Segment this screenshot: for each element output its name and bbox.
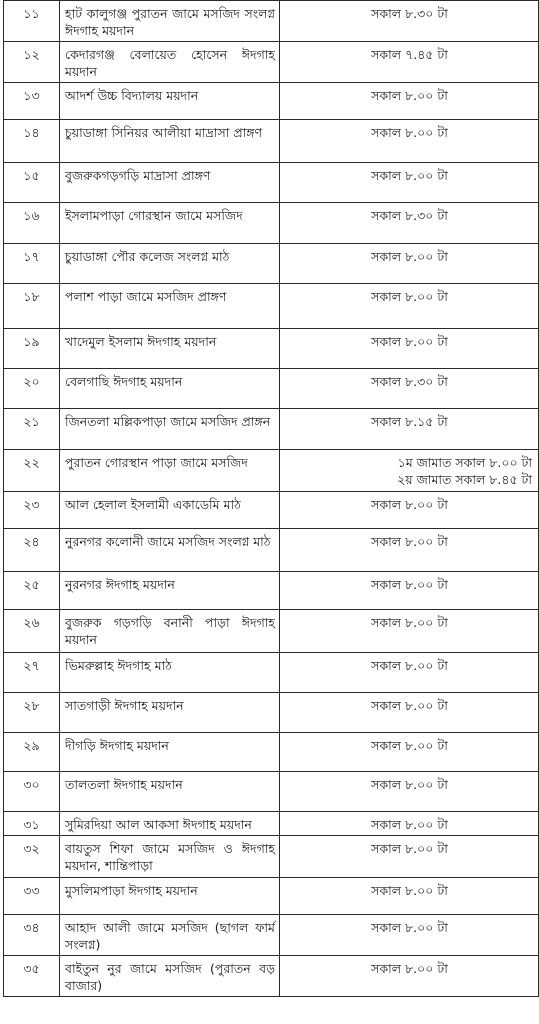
serial-number-cell: ১১ xyxy=(4,1,60,42)
serial-number-cell: ২৮ xyxy=(4,693,60,733)
table-row xyxy=(4,1,539,42)
serial-number-cell: ১৯ xyxy=(4,329,60,369)
serial-number-cell: ১৪ xyxy=(4,120,60,163)
table-row xyxy=(4,653,539,693)
serial-number-cell: ৩০ xyxy=(4,772,60,812)
table-row xyxy=(4,878,539,915)
table-row xyxy=(4,83,539,120)
venue-cell: ভিমরুল্লাহ ঈদগাহ মাঠ xyxy=(60,653,280,693)
table-row xyxy=(4,369,539,409)
jamaat-time-cell xyxy=(280,772,539,812)
venue-cell: নুরনগর কলোনী জামে মসজিদ সংলগ্ন মাঠ xyxy=(60,529,280,572)
jamaat-time-cell xyxy=(280,42,539,83)
table-row xyxy=(4,42,539,83)
serial-number-cell: ১৬ xyxy=(4,203,60,244)
jamaat-time: সকাল ৮.০০ টা xyxy=(371,125,448,140)
venue-cell: মুসলিমপাড়া ঈদগাহ ময়দান xyxy=(60,878,280,915)
serial-number-cell: ১৫ xyxy=(4,163,60,203)
venue-cell: তালতলা ঈদগাহ ময়দান xyxy=(60,772,280,812)
table-row xyxy=(4,284,539,329)
jamaat-time: সকাল ৭.৪৫ টা xyxy=(371,47,448,62)
serial-number-cell: ১৮ xyxy=(4,284,60,329)
jamaat-time: সকাল ৮.১৫ টা xyxy=(371,414,448,429)
serial-number-cell: ২১ xyxy=(4,409,60,450)
jamaat-time-cell xyxy=(280,915,539,956)
jamaat-time: ১ম জামাত সকাল ৮.০০ টা xyxy=(397,455,532,470)
table-row xyxy=(4,492,539,529)
venue-cell: সাতগাড়ী ঈদগাহ ময়দান xyxy=(60,693,280,733)
table-row xyxy=(4,836,539,878)
jamaat-time: সকাল ৮.৩০ টা xyxy=(371,6,448,21)
serial-number-cell: ২৭ xyxy=(4,653,60,693)
venue-cell: বায়তুস শিফা জামে মসজিদ ও ঈদগাহ ময়দান, শান্তিপাড়া xyxy=(60,836,280,878)
jamaat-time: সকাল ৮.০০ টা xyxy=(371,920,448,935)
jamaat-time: সকাল ৮.০০ টা xyxy=(371,615,448,630)
jamaat-time-cell xyxy=(280,120,539,163)
jamaat-time: সকাল ৮.০০ টা xyxy=(371,534,448,549)
jamaat-time-cell xyxy=(280,409,539,450)
venue-cell: দীগড়ি ঈদগাহ ময়দান xyxy=(60,733,280,772)
jamaat-time-cell xyxy=(280,163,539,203)
jamaat-time-cell xyxy=(280,83,539,120)
venue-cell: নুরনগর ঈদগাহ ময়দান xyxy=(60,572,280,610)
jamaat-time: সকাল ৮.০০ টা xyxy=(371,289,448,304)
serial-number-cell: ২০ xyxy=(4,369,60,409)
jamaat-time-cell xyxy=(280,956,539,997)
venue-cell: পলাশ পাড়া জামে মসজিদ প্রাঙ্গণ xyxy=(60,284,280,329)
venue-cell: আদর্শ উচ্চ বিদ্যালয় ময়দান xyxy=(60,83,280,120)
jamaat-time-cell xyxy=(280,1,539,42)
jamaat-time-cell xyxy=(280,733,539,772)
table-row xyxy=(4,203,539,244)
table-row xyxy=(4,409,539,450)
jamaat-time-cell xyxy=(280,836,539,878)
table-body xyxy=(4,1,539,997)
jamaat-time: সকাল ৮.০০ টা xyxy=(371,698,448,713)
table-row xyxy=(4,120,539,163)
venue-cell: বুজরুক গড়গড়ি বনানী পাড়া ঈদগাহ ময়দান xyxy=(60,610,280,653)
serial-number-cell: ৩৩ xyxy=(4,878,60,915)
jamaat-time-cell xyxy=(280,529,539,572)
table-row xyxy=(4,572,539,610)
jamaat-time: সকাল ৮.০০ টা xyxy=(371,88,448,103)
jamaat-time: সকাল ৮.০০ টা xyxy=(371,777,448,792)
serial-number-cell: ৩২ xyxy=(4,836,60,878)
venue-cell: সুমিরদিয়া আল আকসা ঈদগাহ ময়দান xyxy=(60,812,280,836)
jamaat-time: সকাল ৮.৩০ টা xyxy=(371,208,448,223)
venue-cell: জিনতলা মল্লিকপাড়া জামে মসজিদ প্রাঙ্গন xyxy=(60,409,280,450)
jamaat-time: সকাল ৮.০০ টা xyxy=(371,961,448,976)
serial-number-cell: ১২ xyxy=(4,42,60,83)
jamaat-time-cell xyxy=(280,653,539,693)
venue-cell: আল হেলাল ইসলামী একাডেমি মাঠ xyxy=(60,492,280,529)
jamaat-time: সকাল ৮.০০ টা xyxy=(371,334,448,349)
serial-number-cell: ৩৫ xyxy=(4,956,60,997)
jamaat-time: সকাল ৮.০০ টা xyxy=(371,883,448,898)
table-row xyxy=(4,450,539,492)
venue-cell: চুয়াডাঙ্গা সিনিয়র আলীয়া মাদ্রাসা প্রাঙ্গণ xyxy=(60,120,280,163)
jamaat-time-cell xyxy=(280,203,539,244)
jamaat-time-cell xyxy=(280,450,539,492)
venue-cell: পুরাতন গোরস্থান পাড়া জামে মসজিদ xyxy=(60,450,280,492)
jamaat-time: সকাল ৮.০০ টা xyxy=(371,497,448,512)
table-row xyxy=(4,163,539,203)
venue-cell: বেলগাছি ঈদগাহ ময়দান xyxy=(60,369,280,409)
jamaat-time: সকাল ৮.০০ টা xyxy=(371,577,448,592)
venue-cell: কেদারগঞ্জ বেলায়েত হোসেন ঈদগাহ ময়দান xyxy=(60,42,280,83)
venue-cell: বুজরুকগড়গড়ি মাদ্রাসা প্রাঙ্গণ xyxy=(60,163,280,203)
eid-jamaat-schedule-table xyxy=(3,0,539,997)
jamaat-time: সকাল ৮.০০ টা xyxy=(371,658,448,673)
jamaat-time: সকাল ৮.৩০ টা xyxy=(371,374,448,389)
jamaat-time-cell xyxy=(280,244,539,284)
jamaat-time-cell xyxy=(280,878,539,915)
table-row xyxy=(4,733,539,772)
jamaat-time-cell xyxy=(280,610,539,653)
jamaat-time: ২য় জামাত সকাল ৮.৪৫ টা xyxy=(397,472,532,487)
serial-number-cell: ১৭ xyxy=(4,244,60,284)
serial-number-cell: ১৩ xyxy=(4,83,60,120)
serial-number-cell: ২৫ xyxy=(4,572,60,610)
jamaat-time-cell xyxy=(280,369,539,409)
venue-cell: হাট কালুগঞ্জ পুরাতন জামে মসজিদ সংলগ্ন ঈদগাহ ময়দান xyxy=(60,1,280,42)
jamaat-time-cell xyxy=(280,329,539,369)
table-row xyxy=(4,529,539,572)
table-row xyxy=(4,956,539,997)
jamaat-time: সকাল ৮.০০ টা xyxy=(371,841,448,856)
table-row xyxy=(4,812,539,836)
table-row xyxy=(4,772,539,812)
serial-number-cell: ২২ xyxy=(4,450,60,492)
venue-cell: ইসলামপাড়া গোরস্থান জামে মসজিদ xyxy=(60,203,280,244)
jamaat-time: সকাল ৮.০০ টা xyxy=(371,817,448,832)
serial-number-cell: ২৩ xyxy=(4,492,60,529)
table-row xyxy=(4,693,539,733)
table-row xyxy=(4,244,539,284)
table-row xyxy=(4,329,539,369)
serial-number-cell: ৩১ xyxy=(4,812,60,836)
jamaat-time-cell xyxy=(280,492,539,529)
venue-cell: আহাদ আলী জামে মসজিদ (ছাগল ফার্ম সংলগ্ন) xyxy=(60,915,280,956)
venue-cell: খাদেমুল ইসলাম ঈদগাহ ময়দান xyxy=(60,329,280,369)
serial-number-cell: ২৬ xyxy=(4,610,60,653)
serial-number-cell: ২৪ xyxy=(4,529,60,572)
jamaat-time-cell xyxy=(280,812,539,836)
venue-cell: বাইতুন নুর জামে মসজিদ (পুরাতন বড় বাজার) xyxy=(60,956,280,997)
serial-number-cell: ৩৪ xyxy=(4,915,60,956)
jamaat-time-cell xyxy=(280,284,539,329)
jamaat-time: সকাল ৮.০০ টা xyxy=(371,738,448,753)
table-row xyxy=(4,915,539,956)
venue-cell: চুয়াডাঙ্গা পৌর কলেজ সংলগ্ন মাঠ xyxy=(60,244,280,284)
table-row xyxy=(4,610,539,653)
jamaat-time: সকাল ৮.০০ টা xyxy=(371,168,448,183)
jamaat-time-cell xyxy=(280,572,539,610)
serial-number-cell: ২৯ xyxy=(4,733,60,772)
jamaat-time: সকাল ৮.০০ টা xyxy=(371,249,448,264)
jamaat-time-cell xyxy=(280,693,539,733)
